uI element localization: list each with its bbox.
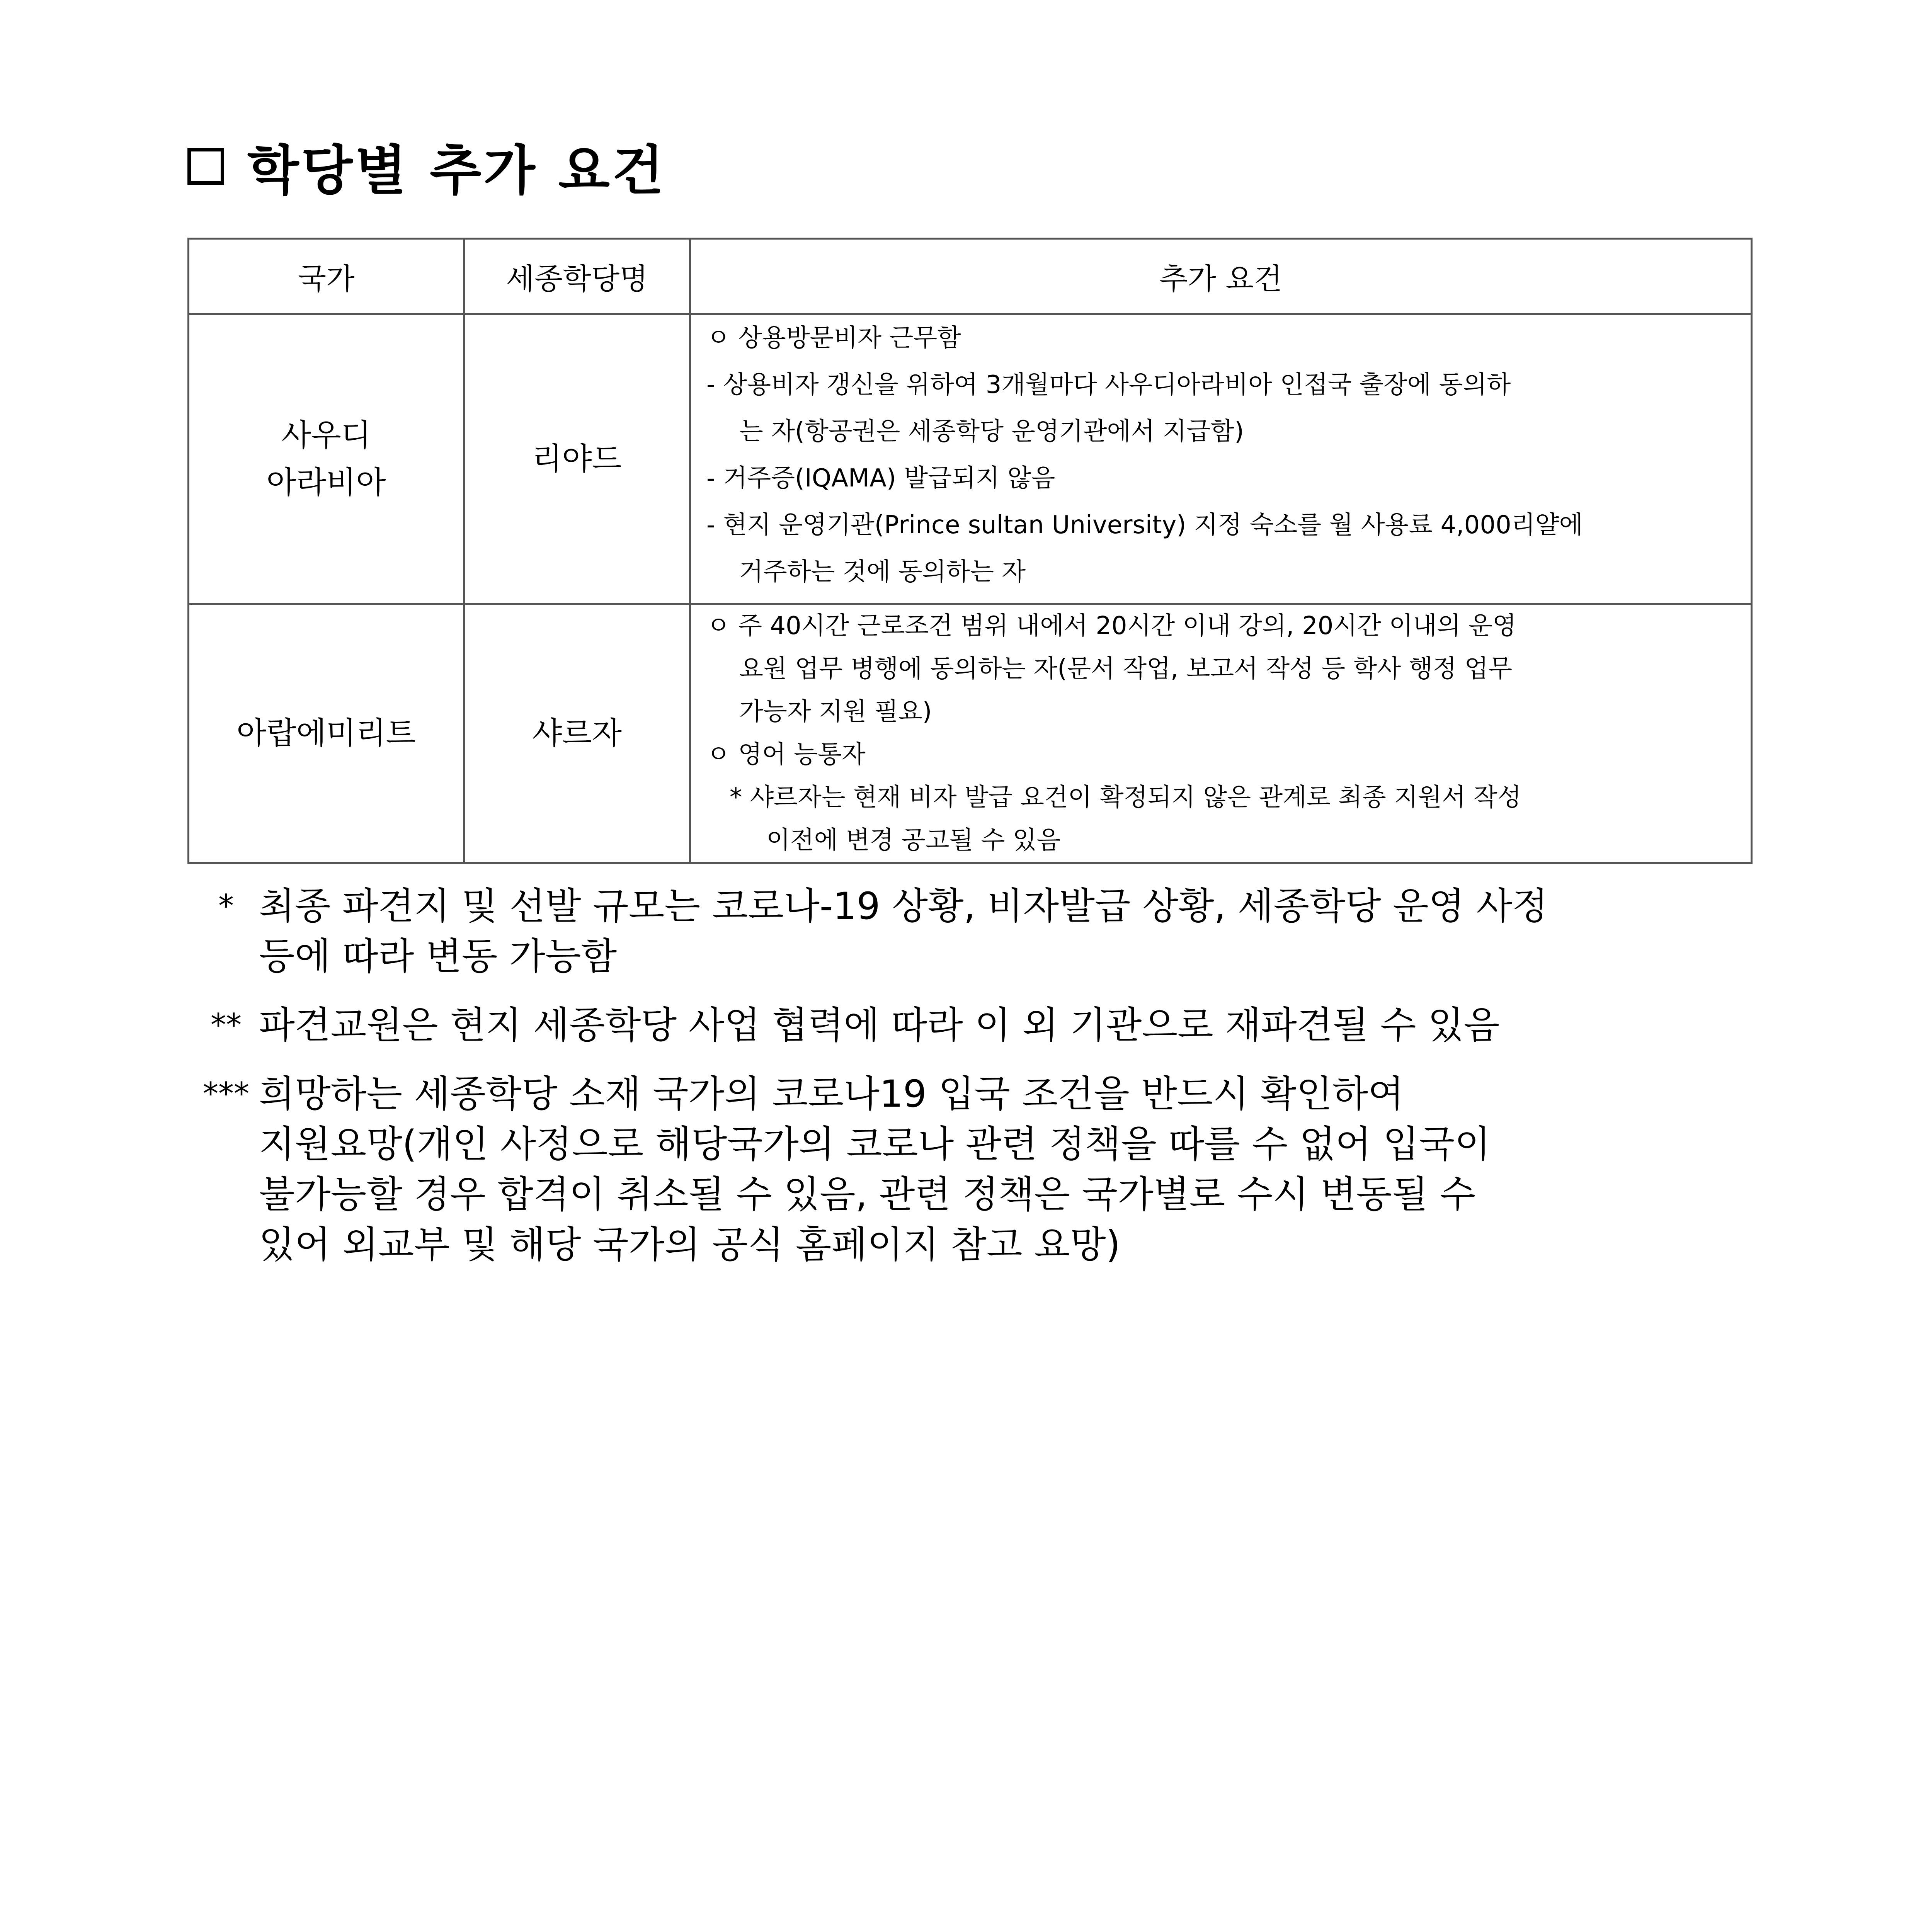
table-header-row [189, 239, 1752, 314]
requirement-line: 거주하는 것에 동의하는 자 [739, 558, 1026, 586]
checkbox-square-icon [187, 148, 224, 185]
country-text: 아라비아 [266, 464, 386, 500]
country-text: 아랍에미리트 [237, 715, 416, 751]
requirement-line: * 샤르자는 현재 비자 발급 요건이 확정되지 않은 관계로 최종 지원서 작성 [730, 783, 1521, 812]
requirement-line: 요원 업무 병행에 동의하는 자(문서 작업, 보고서 작성 등 학사 행정 업무 [739, 655, 1513, 683]
footnote-line: 최종 파견지 및 선발 규모는 코로나-19 상황, 비자발급 상황, 세종학당 운영 사정 [259, 884, 1548, 928]
country-cell [189, 314, 464, 604]
requirement-line: - 현지 운영기관(Prince sultan University) 지정 숙소를 월 사용료 4,000리얄에 [706, 511, 1583, 539]
requirement-line: - 상용비자 갱신을 위하여 3개월마다 사우디아라비아 인접국 출장에 동의하 [706, 371, 1511, 399]
footnote-mark: ** [211, 1007, 242, 1043]
country-cell [189, 604, 464, 863]
requirement-line: ㅇ 영어 능통자 [706, 740, 866, 769]
table-row [189, 314, 1752, 604]
footnote-line: 희망하는 세종학당 소재 국가의 코로나19 입국 조건을 반드시 확인하여 [259, 1072, 1404, 1116]
footnote-mark: * [218, 888, 234, 924]
footnote [193, 1069, 1700, 1270]
requirement-line: ㅇ 주 40시간 근로조건 범위 내에서 20시간 이내 강의, 20시간 이내의 운영 [706, 612, 1516, 640]
requirement-line: 는 자(항공권은 세종학당 운영기관에서 지급함) [739, 417, 1244, 446]
requirement-line: 가능자 지원 필요) [739, 697, 932, 726]
section-title: 학당별 추가 요건 [247, 139, 666, 202]
footnote-line: 지원요망(개인 사정으로 해당국가의 코로나 관련 정책을 따를 수 없어 입국이 [259, 1122, 1491, 1166]
footnote-mark: *** [203, 1076, 249, 1112]
requirements-cell [690, 314, 1752, 604]
footnote-line: 등에 따라 변동 가능함 [259, 935, 617, 978]
footnote-line: 불가능할 경우 합격이 취소될 수 있음, 관련 정책은 국가별로 수시 변동될 수 [259, 1173, 1476, 1216]
requirement-line: - 거주증(IQAMA) 발급되지 않음 [706, 464, 1055, 493]
header-requirements: 추가 요건 [690, 239, 1752, 314]
institute-name-cell: 샤르자 [464, 604, 690, 863]
section-heading [187, 133, 666, 202]
header-country: 국가 [189, 239, 464, 314]
table-row [189, 604, 1752, 863]
footnote [193, 1000, 1700, 1050]
requirement-line: 이전에 변경 공고될 수 있음 [766, 826, 1061, 855]
footnote-line: 파견교원은 현지 세종학당 사업 협력에 따라 이 외 기관으로 재파견될 수 있음 [259, 1003, 1500, 1047]
requirements-cell [690, 604, 1752, 863]
institute-name-cell: 리야드 [464, 314, 690, 604]
header-institute-name: 세종학당명 [464, 239, 690, 314]
footnote-line: 있어 외교부 및 해당 국가의 공식 홈페이지 참고 요망) [259, 1223, 1121, 1266]
requirement-line: ㅇ 상용방문비자 근무함 [706, 324, 961, 352]
country-text: 사우디 [281, 417, 371, 453]
footnote [193, 881, 1700, 981]
requirements-table [187, 238, 1753, 864]
footnotes [193, 881, 1700, 1270]
